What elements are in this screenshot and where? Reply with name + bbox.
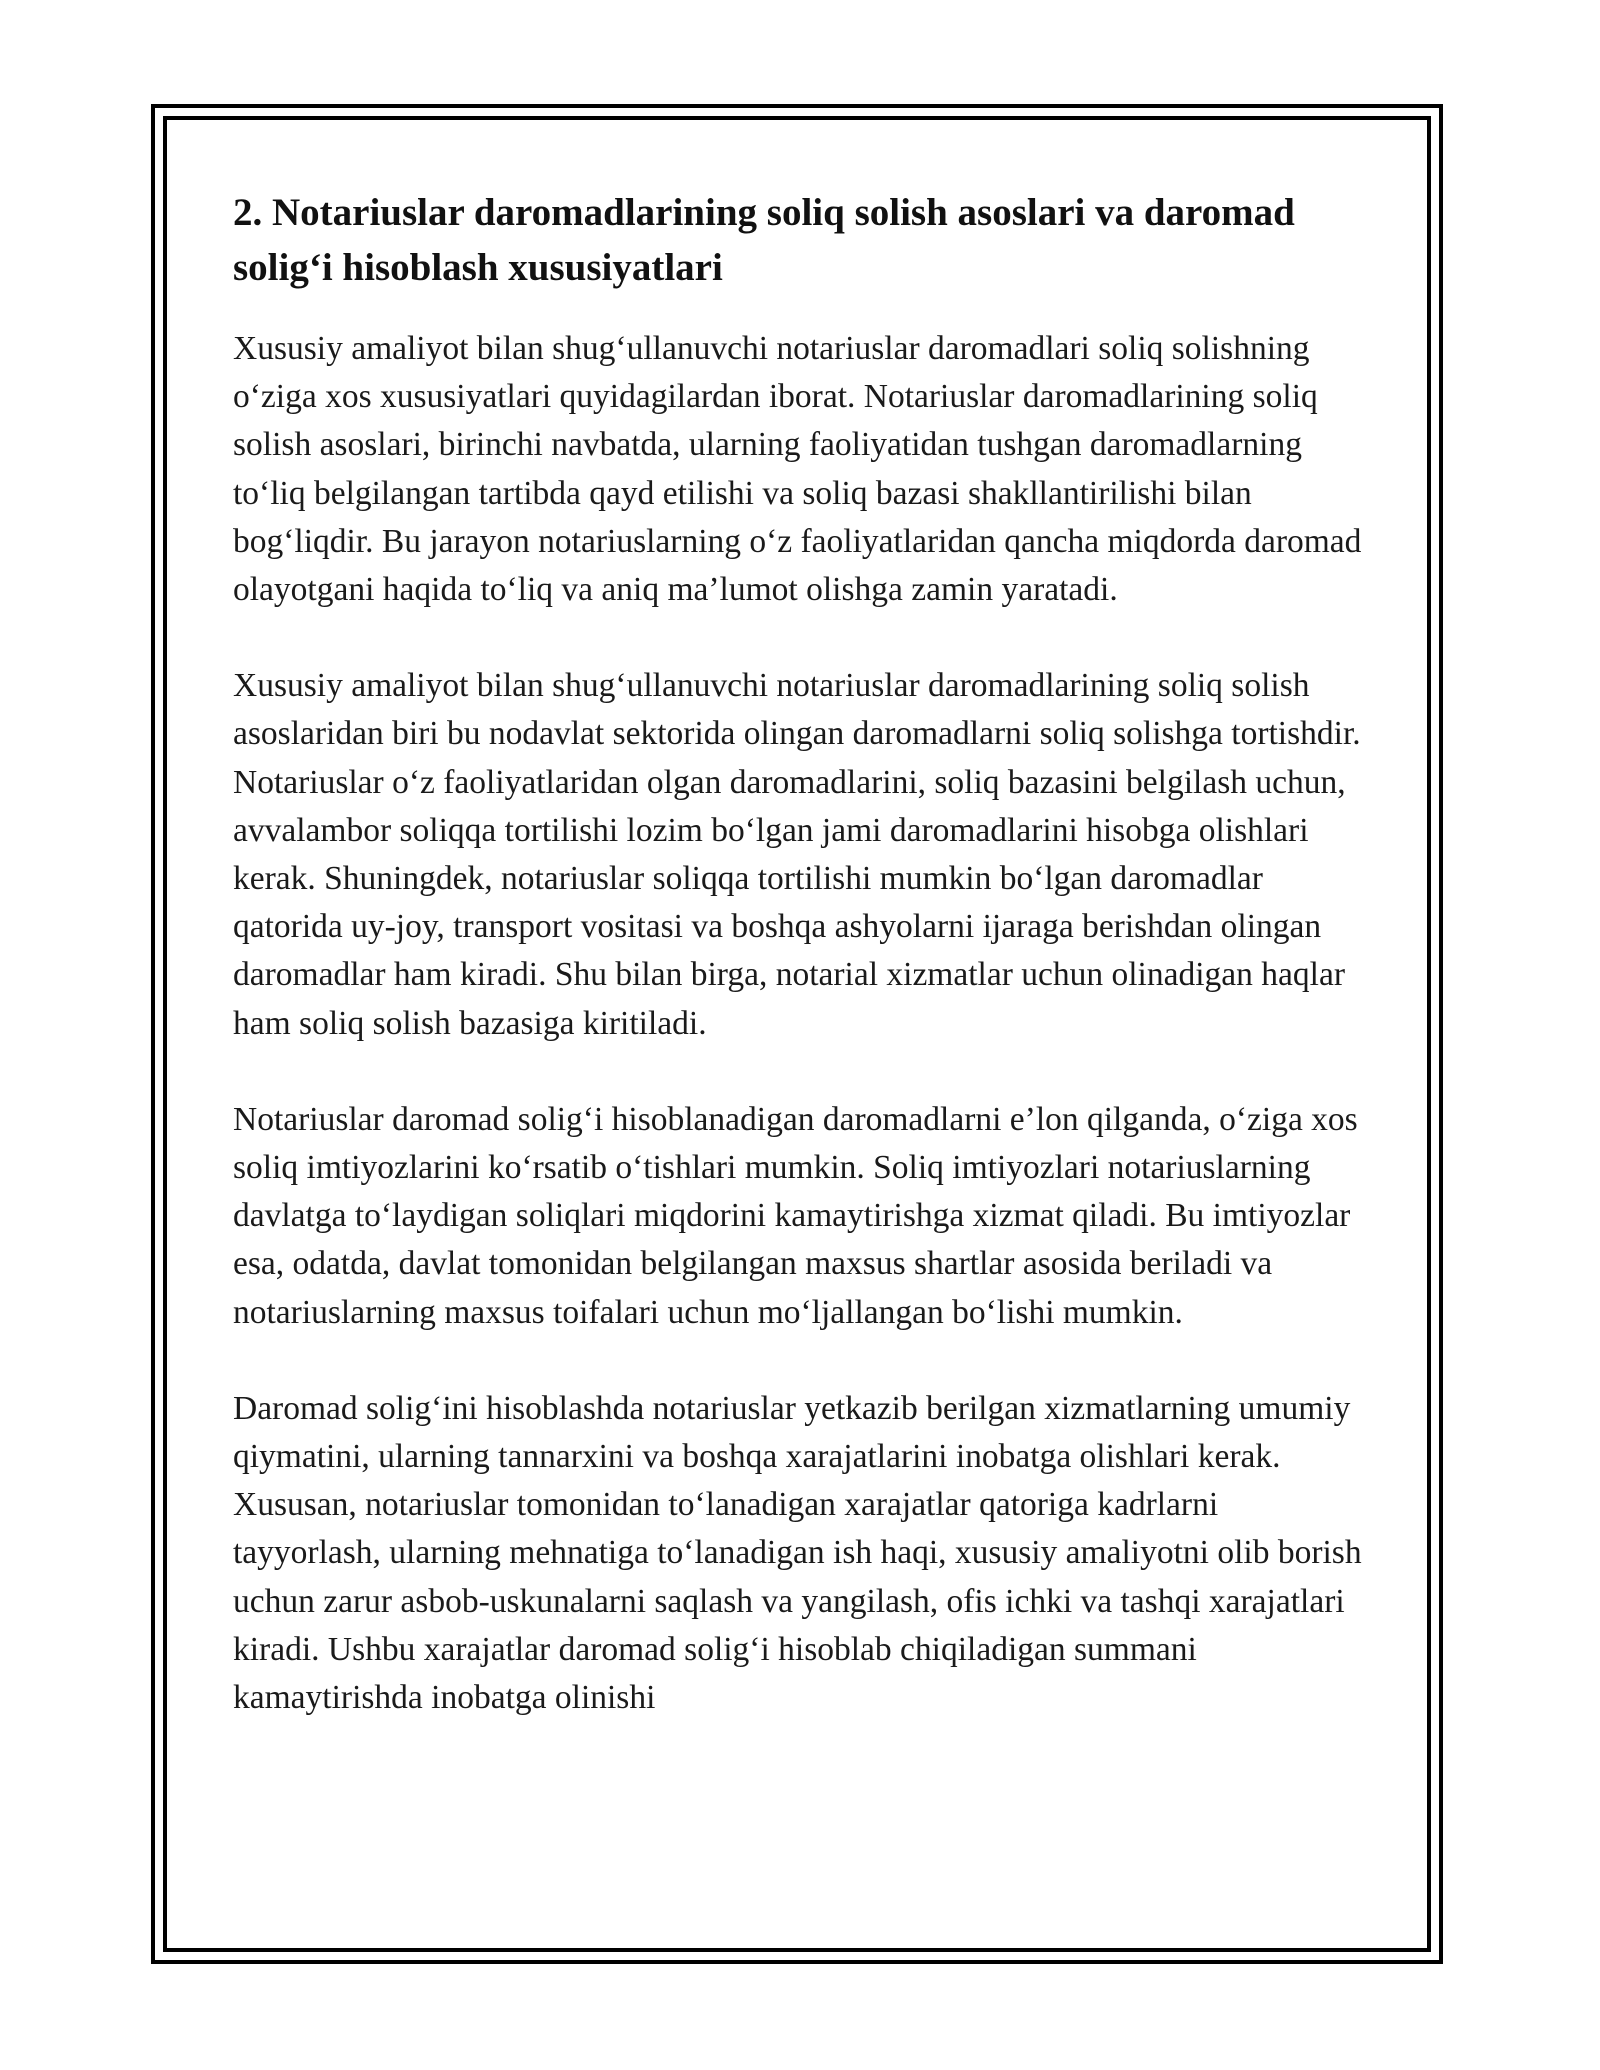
paragraph-4: Daromad solig‘ini hisoblashda notariuslar yetkazib berilgan xizmatlarning umumiy qiymatini, ularning tannarxini va boshqa xarajatlarini inobatga olishlari kerak. Xususan, notariuslar tomonidan to‘lanadigan xarajatlar qatoriga kadrlarni tayyorlash, ularning mehnatiga to‘lanadigan ish haqi, xususiy amaliyotni olib borish uchun zarur asbob-uskunalarni saqlash va yangilash, ofis ichki va tashqi xarajatlari kiradi. Ushbu xarajatlar daromad solig‘i hisoblab chiqiladigan summani kamaytirishda inobatga olinishi bbox=[233, 1389, 1362, 1717]
paragraph-1: Xususiy amaliyot bilan shug‘ullanuvchi notariuslar daromadlari soliq solishning o‘ziga xos xususiyatlari quyidagilardan iborat. Notariuslar daromadlarining soliq solish asoslari, birinchi navbatda, ularning faoliyatidan tushgan daromadlarning to‘liq belgilangan tartibda qayd etilishi va soliq bazasi shakllantirilishi bilan bog‘liqdir. Bu jarayon notariuslarning o‘z faoliyatlaridan qancha miqdorda daromad olayotgani haqida to‘liq va aniq ma’lumot olishga zamin yaratadi. bbox=[233, 330, 1362, 609]
document-body bbox=[233, 185, 1363, 1722]
section-heading: 2. Notariuslar daromadlarining soliq solish asoslari va daromad solig‘i hisoblash xususiyatlari bbox=[233, 191, 1295, 289]
paragraph-3: Notariuslar daromad solig‘i hisoblanadigan daromadlarni e’lon qilganda, o‘ziga xos soliq imtiyozlarini ko‘rsatib o‘tishlari mumkin. Soliq imtiyozlari notariuslarning davlatga to‘laydigan soliqlari miqdorini kamaytirishga xizmat qiladi. Bu imtiyozlar esa, odatda, davlat tomonidan belgilangan maxsus shartlar asosida beriladi va notariuslarning maxsus toifalari uchun mo‘ljallangan bo‘lishi mumkin. bbox=[233, 1100, 1358, 1331]
paragraph-2: Xususiy amaliyot bilan shug‘ullanuvchi notariuslar daromadlarining soliq solish asoslaridan biri bu nodavlat sektorida olingan daromadlarni soliq solishga tortishdir. Notariuslar o‘z faoliyatlaridan olgan daromadlarini, soliq bazasini belgilash uchun, avvalambor soliqqa tortilishi lozim bo‘lgan jami daromadlarini hisobga olishlari kerak. Shuningdek, notariuslar soliqqa tortilishi mumkin bo‘lgan daromadlar qatorida uy-joy, transport vositasi va boshqa ashyolarni ijaraga berishdan olingan daromadlar ham kiradi. Shu bilan birga, notarial xizmatlar uchun olinadigan haqlar ham soliq solish bazasiga kiritiladi. bbox=[233, 667, 1361, 1042]
